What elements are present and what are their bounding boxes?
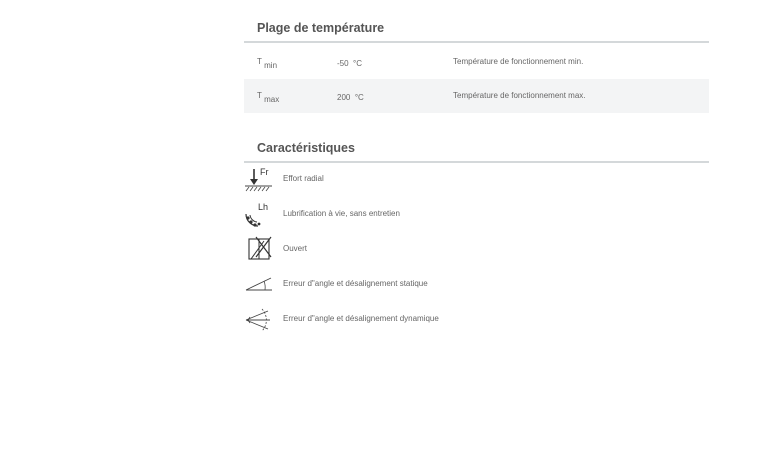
- temp-symbol: T $_{min}$: [257, 57, 278, 70]
- temp-description: Température de fonctionnement min.: [453, 57, 584, 66]
- temperature-section: [244, 21, 709, 113]
- radial-load-icon: [244, 165, 274, 193]
- feature-label: Effort radial: [283, 174, 324, 183]
- feature-item: [244, 198, 709, 233]
- open-bearing-icon: [244, 235, 274, 263]
- characteristics-section: [244, 141, 709, 338]
- svg-text:Fr: Fr: [260, 167, 269, 177]
- feature-item: [244, 268, 709, 303]
- temp-row-max: [244, 79, 709, 113]
- feature-item: [244, 303, 709, 338]
- dynamic-misalignment-icon: [244, 305, 274, 333]
- temp-value: 200 °C: [337, 93, 364, 102]
- feature-item: [244, 163, 709, 198]
- static-misalignment-icon: [244, 270, 274, 298]
- svg-text:Lh: Lh: [258, 202, 269, 212]
- feature-label: Ouvert: [283, 244, 308, 253]
- temp-symbol: T $_{max}$: [257, 91, 280, 104]
- temp-row-min: [244, 45, 709, 79]
- characteristics-title: Caractéristiques: [257, 141, 355, 155]
- temp-value: -50 °C: [337, 59, 362, 68]
- feature-label: Erreur d"angle et désalignement dynamique: [283, 314, 439, 323]
- feature-label: Lubrification à vie, sans entretien: [283, 209, 400, 218]
- lubrication-icon: [244, 200, 274, 228]
- feature-item: [244, 233, 709, 268]
- temp-description: Température de fonctionnement max.: [453, 91, 586, 100]
- temperature-title: Plage de température: [257, 21, 385, 35]
- feature-label: Erreur d"angle et désalignement statique: [283, 279, 428, 288]
